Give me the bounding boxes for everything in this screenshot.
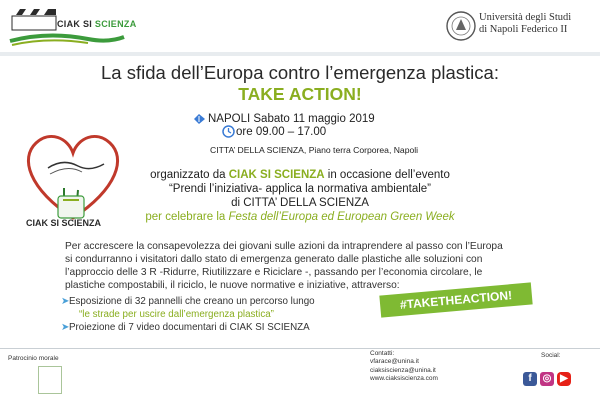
ciak-brand-name: CIAK SI SCIENZA (57, 19, 137, 29)
bullet-item-2: ➤Proiezione di 7 video documentari di CIAK SI SCIENZA (61, 322, 310, 333)
event-date: NAPOLI Sabato 11 maggio 2019 (208, 113, 375, 125)
org-line-4: per celebrare la Festa dell’Europa ed European Green Week (145, 211, 455, 223)
heart-brand-label: CIAK SI SCIENZA (26, 218, 102, 228)
header-divider (0, 52, 600, 56)
website-link[interactable]: www.ciaksiscienza.com (370, 375, 438, 383)
map-pin-icon (193, 113, 206, 125)
university-seal-icon (446, 8, 476, 44)
contacts-block (370, 350, 438, 384)
org-line-2: “Prendi l’iniziativa- applica la normativa ambientale” (168, 183, 432, 195)
bullet-arrow-icon: ➤ (61, 296, 70, 307)
patron-logo (38, 366, 62, 394)
university-name: Università degli Studi di Napoli Federico II (479, 12, 572, 35)
body-line-3: l’approccio delle 3 R -Ridurre, Riutilizzare e Riciclare -, passando per l’economia circolare, le (65, 267, 483, 278)
event-venue: CITTA’ DELLA SCIENZA, Piano terra Corporea, Napoli (210, 145, 419, 155)
contact-email-2[interactable]: ciaksiscienza@unina.it (370, 366, 436, 374)
org-line-3: di CITTA’ DELLA SCIENZA (231, 197, 369, 209)
contacts-label: Contatti: (370, 350, 395, 357)
page-title: La sfida dell’Europa contro l’emergenza plastica: (101, 62, 499, 83)
youtube-icon[interactable]: ▶ (557, 372, 571, 386)
facebook-icon[interactable]: f (523, 372, 537, 386)
contact-email-1[interactable]: vfarace@unina.it (370, 358, 419, 366)
org-line-1: organizzato da CIAK SI SCIENZA in occasione dell’evento (150, 169, 450, 181)
event-time: ore 09.00 – 17.00 (236, 126, 327, 138)
body-paragraph (65, 240, 571, 292)
bullet-item-1-quote: “le strade per uscire dall’emergenza plastica” (79, 309, 274, 320)
bullet-item-1: ➤Esposizione di 32 pannelli che creano un percorso lungo (61, 296, 315, 307)
hashtag-banner: #TAKETHEACTION! (379, 282, 532, 317)
instagram-icon[interactable]: ◎ (540, 372, 554, 386)
body-line-1: Per accrescere la consapevolezza dei giovani sulle azioni da intraprendere al passo con l’Europa (65, 241, 503, 252)
social-label: Social: (541, 352, 561, 359)
bullet-arrow-icon: ➤ (61, 322, 70, 333)
bullet-list (61, 295, 315, 334)
footer-divider (0, 348, 600, 349)
patrocinio-label: Patrocinio morale (8, 355, 59, 362)
clock-icon (222, 125, 235, 138)
body-line-2: si condurranno i visitatori dallo stato di emergenza generato dalle plastiche alle soluzioni con (65, 254, 483, 265)
body-line-4: plastiche compostabili, il riciclo, le nuove normative e iniziative, attraverso: (65, 280, 400, 291)
page-subtitle: TAKE ACTION! (238, 84, 362, 104)
